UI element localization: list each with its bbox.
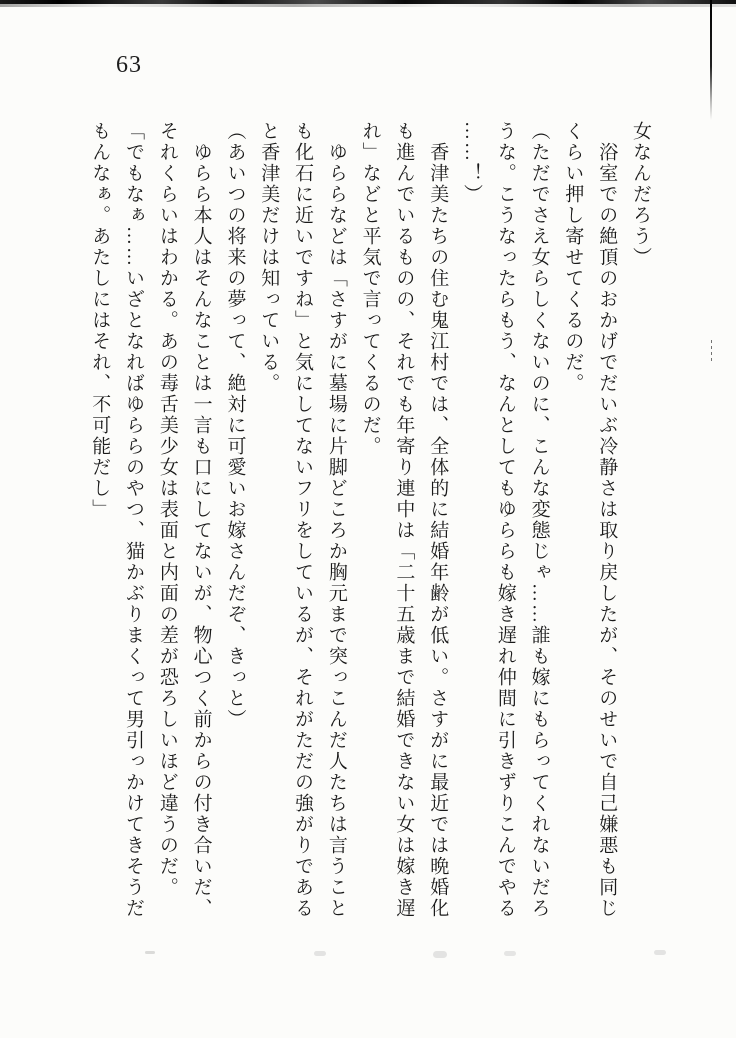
text-column: も進んでいるものの、それでも年寄り連中は「二十五歳まで結婚できない女は嫁き遅	[393, 121, 415, 919]
text-column: （ただでさえ女らしくないのに、こんな変態じゃ……誰も嫁にもらってくれないだろ	[528, 121, 550, 919]
text-block	[82, 121, 657, 921]
text-column: うな。こうなったらもう、なんとしてもゆららも嫁き遅れ仲間に引きずりこんでやる	[494, 121, 516, 919]
scan-artifact-dash	[711, 340, 712, 364]
text-column: ゆららなどは「さすがに墓場に片脚どころか胸元まで突っこんだ人たちは言うこと	[325, 142, 347, 919]
scan-edge-right-line	[710, 0, 712, 120]
text-column: ゆらら本人はそんなことは一言も口にしてないが、物心つく前からの付き合いだ、	[190, 142, 212, 919]
text-column: 「でもなぁ……いざとなればゆららのやつ、猫かぶりまくって男引っかけてきそうだ	[123, 121, 145, 919]
text-column: 浴室での絶頂のおかげでだいぶ冷静さは取り戻したが、そのせいで自己嫌悪も同じ	[596, 142, 618, 919]
scan-edge-top-shadow	[0, 4, 736, 7]
text-column: もんなぁ。あたしにはそれ、不可能だし」	[89, 121, 111, 520]
text-column: 女なんだろう）	[630, 121, 651, 268]
text-column: と香津美だけは知っている。	[258, 121, 280, 394]
text-column: も化石に近いですね」と気にしてないフリをしているが、それがただの強がりである	[292, 121, 314, 919]
scan-noise-bottom	[145, 951, 155, 954]
text-column: （あいつの将来の夢って、絶対に可愛いお嫁さんだぞ、きっと）	[224, 121, 246, 730]
text-column: それくらいはわかる。あの毒舌美少女は表面と内面の差が恐ろしいほど違うのだ。	[156, 121, 178, 898]
text-column: れ」などと平気で言ってくるのだ。	[359, 121, 381, 457]
text-column: くらい押し寄せてくるのだ。	[562, 121, 584, 394]
page-number: 63	[116, 52, 142, 78]
text-column: 香津美たちの住む鬼江村では、全体的に結婚年齢が低い。さすがに最近では晩婚化	[427, 142, 449, 919]
text-column: ……！）	[461, 121, 483, 205]
